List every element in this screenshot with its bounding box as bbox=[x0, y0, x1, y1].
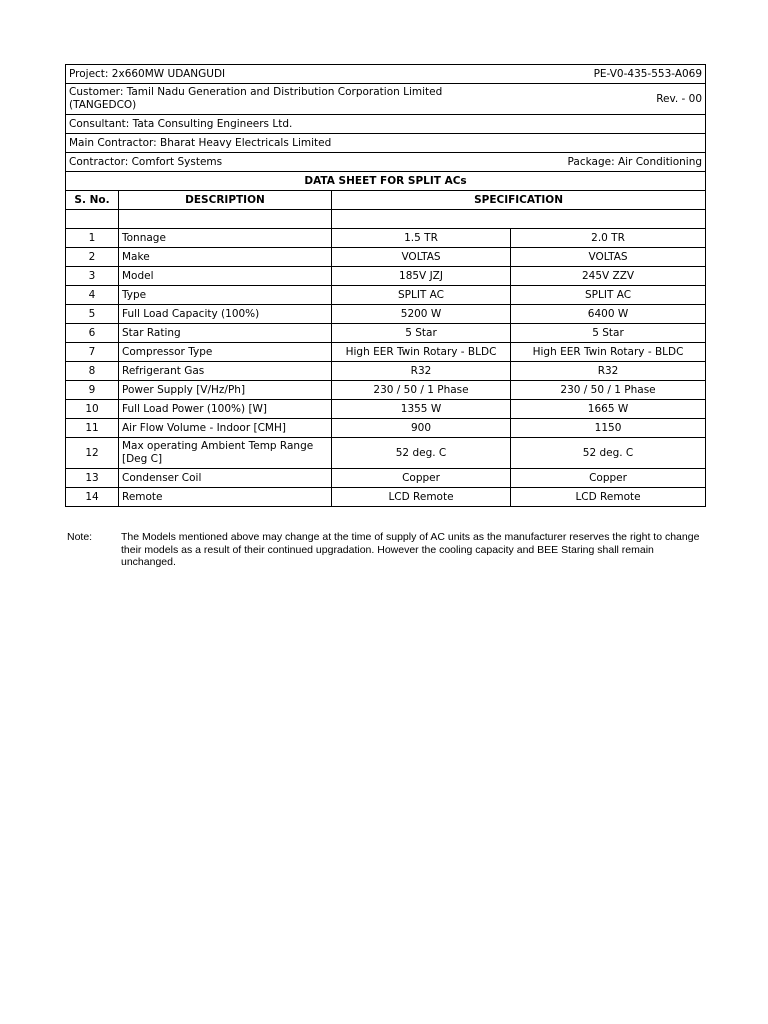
row-description: Condenser Coil bbox=[119, 469, 332, 488]
row-description: Refrigerant Gas bbox=[119, 362, 332, 381]
row-description: Model bbox=[119, 267, 332, 286]
table-row bbox=[66, 305, 706, 324]
table-title-row bbox=[66, 172, 706, 191]
main-contractor-name: Main Contractor: Bharat Heavy Electricals Limited bbox=[66, 134, 706, 153]
consultant-name: Consultant: Tata Consulting Engineers Ltd. bbox=[66, 115, 706, 134]
table-row bbox=[66, 286, 706, 305]
row-sno: 6 bbox=[66, 324, 119, 343]
note-label: Note: bbox=[67, 531, 93, 543]
row-sno: 3 bbox=[66, 267, 119, 286]
revision: Rev. - 00 bbox=[656, 92, 703, 105]
column-header-row bbox=[66, 191, 706, 210]
row-sno: 4 bbox=[66, 286, 119, 305]
row-spec-1: 52 deg. C bbox=[332, 438, 511, 469]
customer-name: Customer: Tamil Nadu Generation and Distribution Corporation Limited (TANGEDCO) bbox=[69, 86, 443, 111]
header-row-project bbox=[66, 65, 706, 84]
row-description: Tonnage bbox=[119, 229, 332, 248]
note-text: The Models mentioned above may change at the time of supply of AC units as the manufacturer reserves the right to change their models as a result of their continued upgradation. However the cooling capacity and BEE Staring shall remain unchanged. bbox=[121, 531, 700, 568]
row-spec-2: 1150 bbox=[511, 419, 706, 438]
row-description: Make bbox=[119, 248, 332, 267]
row-sno: 12 bbox=[66, 438, 119, 469]
row-description: Remote bbox=[119, 488, 332, 507]
column-header-specification: SPECIFICATION bbox=[332, 191, 706, 210]
row-spec-1: 1355 W bbox=[332, 400, 511, 419]
header-row-consultant bbox=[66, 115, 706, 134]
row-description: Max operating Ambient Temp Range [Deg C] bbox=[119, 438, 332, 469]
row-sno: 10 bbox=[66, 400, 119, 419]
header-row-main-contractor bbox=[66, 134, 706, 153]
row-sno: 8 bbox=[66, 362, 119, 381]
datasheet-table bbox=[65, 64, 706, 507]
table-row bbox=[66, 248, 706, 267]
row-sno: 11 bbox=[66, 419, 119, 438]
header-row-contractor bbox=[66, 153, 706, 172]
table-row bbox=[66, 362, 706, 381]
row-spec-2: High EER Twin Rotary - BLDC bbox=[511, 343, 706, 362]
row-spec-1: 230 / 50 / 1 Phase bbox=[332, 381, 511, 400]
package-name: Package: Air Conditioning bbox=[567, 155, 703, 168]
table-row bbox=[66, 488, 706, 507]
row-spec-2: 230 / 50 / 1 Phase bbox=[511, 381, 706, 400]
row-spec-2: 6400 W bbox=[511, 305, 706, 324]
row-sno: 13 bbox=[66, 469, 119, 488]
row-spec-2: Copper bbox=[511, 469, 706, 488]
table-row bbox=[66, 381, 706, 400]
row-sno: 14 bbox=[66, 488, 119, 507]
row-description: Full Load Power (100%) [W] bbox=[119, 400, 332, 419]
row-spec-1: R32 bbox=[332, 362, 511, 381]
row-spec-2: VOLTAS bbox=[511, 248, 706, 267]
project-name: Project: 2x660MW UDANGUDI bbox=[69, 67, 226, 80]
column-header-description: DESCRIPTION bbox=[119, 191, 332, 210]
table-row bbox=[66, 324, 706, 343]
row-spec-2: 1665 W bbox=[511, 400, 706, 419]
document-number: PE-V0-435-553-A069 bbox=[593, 67, 703, 80]
row-spec-1: LCD Remote bbox=[332, 488, 511, 507]
table-row bbox=[66, 469, 706, 488]
row-sno: 1 bbox=[66, 229, 119, 248]
row-spec-2: 52 deg. C bbox=[511, 438, 706, 469]
row-description: Full Load Capacity (100%) bbox=[119, 305, 332, 324]
row-spec-1: SPLIT AC bbox=[332, 286, 511, 305]
row-description: Type bbox=[119, 286, 332, 305]
row-spec-2: 245V ZZV bbox=[511, 267, 706, 286]
row-spec-2: SPLIT AC bbox=[511, 286, 706, 305]
row-spec-1: 5 Star bbox=[332, 324, 511, 343]
row-spec-1: VOLTAS bbox=[332, 248, 511, 267]
spacer-row bbox=[66, 210, 706, 229]
row-spec-2: 5 Star bbox=[511, 324, 706, 343]
table-row bbox=[66, 229, 706, 248]
header-row-customer bbox=[66, 84, 706, 115]
row-spec-1: 5200 W bbox=[332, 305, 511, 324]
row-description: Power Supply [V/Hz/Ph] bbox=[119, 381, 332, 400]
table-title: DATA SHEET FOR SPLIT ACs bbox=[66, 172, 706, 191]
row-description: Compressor Type bbox=[119, 343, 332, 362]
row-spec-1: High EER Twin Rotary - BLDC bbox=[332, 343, 511, 362]
row-sno: 7 bbox=[66, 343, 119, 362]
row-sno: 5 bbox=[66, 305, 119, 324]
table-row bbox=[66, 343, 706, 362]
column-header-sno: S. No. bbox=[66, 191, 119, 210]
row-spec-1: 185V JZJ bbox=[332, 267, 511, 286]
contractor-name: Contractor: Comfort Systems bbox=[69, 155, 223, 168]
row-description: Star Rating bbox=[119, 324, 332, 343]
spec-rows bbox=[66, 229, 706, 507]
table-row bbox=[66, 419, 706, 438]
row-sno: 2 bbox=[66, 248, 119, 267]
row-sno: 9 bbox=[66, 381, 119, 400]
row-spec-1: 1.5 TR bbox=[332, 229, 511, 248]
row-spec-2: LCD Remote bbox=[511, 488, 706, 507]
table-row bbox=[66, 267, 706, 286]
row-spec-1: Copper bbox=[332, 469, 511, 488]
row-description: Air Flow Volume - Indoor [CMH] bbox=[119, 419, 332, 438]
row-spec-2: R32 bbox=[511, 362, 706, 381]
row-spec-2: 2.0 TR bbox=[511, 229, 706, 248]
table-row bbox=[66, 400, 706, 419]
row-spec-1: 900 bbox=[332, 419, 511, 438]
table-row bbox=[66, 438, 706, 469]
